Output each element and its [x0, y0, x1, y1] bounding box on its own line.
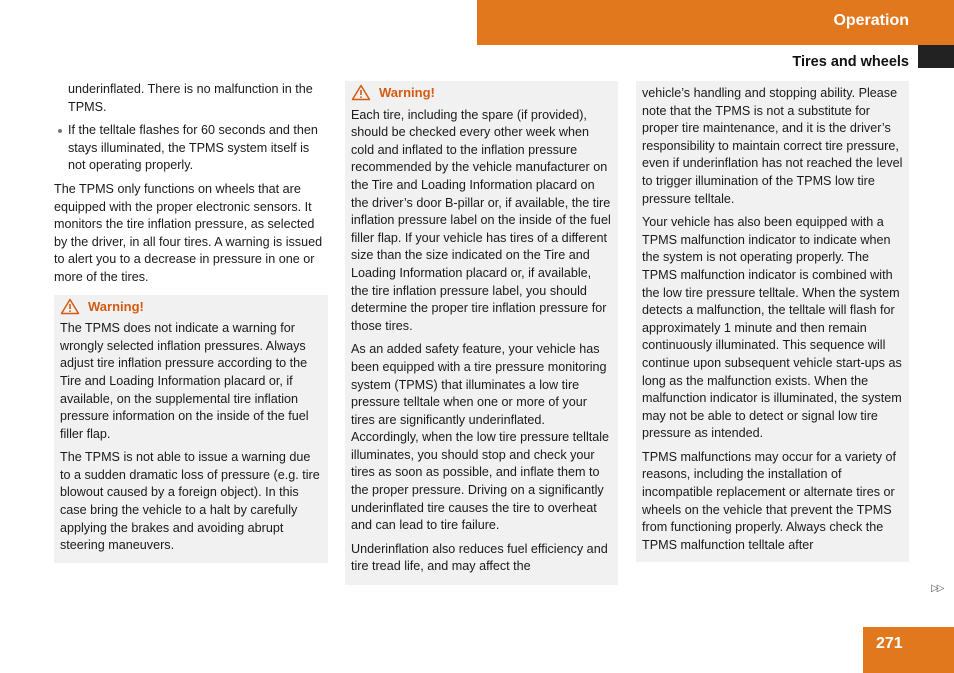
warning-paragraph: vehicle’s handling and stopping ability. Please note that the TPMS is not a substitute for proper tire maintenance, and it is the driver’s responsibility to maintain correct tire pressure, even if underinflation has not reached the level to trigger illumination of the TPMS low tire pressure telltale. [642, 86, 903, 206]
warning-paragraph: Underinflation also reduces fuel efficiency and tire tread life, and may affect the [351, 541, 608, 574]
page-number: 271 [876, 635, 903, 652]
bullet-item: If the telltale flashes for 60 seconds and then stays illuminated, the TPMS system itself is not operating properly. [54, 122, 328, 175]
warning-box [345, 81, 618, 585]
column-1 [54, 81, 328, 563]
warning-triangle-icon [351, 84, 371, 101]
warning-heading [60, 298, 322, 316]
warning-box [54, 295, 328, 563]
column-2 [345, 81, 618, 585]
double-triangle-right-icon: ▷▷ [931, 583, 943, 594]
section-title: Operation [833, 12, 909, 29]
header-bar [477, 0, 954, 45]
warning-paragraph: Each tire, including the spare (if provided), should be checked every other week when cold and inflated to the inflation pressure recommended by the vehicle manufacturer on the Tire and Loading Information placard on the driver’s door B-pillar or, if available, the tire inflation pressure label on the inside of the fuel filler flap. If your vehicle has tires of a different size than the size indicated on the Tire and Loading Information placard or, if available, the tire inflation pressure label, you should determine the proper tire inflation pressure for those tires. [351, 107, 611, 333]
warning-title: Warning! [88, 298, 144, 314]
body-paragraph: The TPMS only functions on wheels that are equipped with the proper electronic sensors. It monitors the tire inflation pressure, as selected by the driver, in all four tires. A warning is issued to alert you to a decrease in pressure in one or more of the tires. [54, 181, 323, 284]
warning-paragraph: As an added safety feature, your vehicle has been equipped with a tire pressure monitoring system (TPMS) that illuminates a low tire pressure telltale when one or more of your tires are significantly underinflated. Accordingly, when the low tire pressure telltale illuminates, you should stop and check your tires as soon as possible, and inflate them to the proper pressure. Driving on a significantly underinflated tire causes the tire to overheat and can lead to tire failure. [351, 342, 610, 533]
subsection-title: Tires and wheels [792, 54, 909, 70]
continued-warning-box [636, 81, 909, 562]
warning-paragraph: TPMS malfunctions may occur for a variety of reasons, including the installation of incompatible replacement or alternate tires or wheels on the vehicle that prevent the TPMS from functioning properly. Always check the TPMS malfunction telltale after [642, 449, 897, 552]
warning-title: Warning! [379, 85, 435, 100]
warning-paragraph: The TPMS does not indicate a warning for wrongly selected inflation pressures. Always adjust tire inflation pressure according to the Tire and Loading Information placard or, if available, on the supplemental tire inflation pressure information on the inside of the fuel filler flap. [60, 321, 309, 441]
warning-heading [351, 84, 612, 102]
continued-text: underinflated. There is no malfunction in the TPMS. [68, 82, 313, 114]
section-tab-marker [918, 45, 954, 68]
column-3 [636, 81, 909, 562]
warning-triangle-icon [60, 298, 80, 315]
warning-paragraph: Your vehicle has also been equipped with a TPMS malfunction indicator to indicate when the system is not operating properly. The TPMS malfunction indicator is combined with the low tire pressure telltale. When the system detects a malfunction, the telltale will flash for approximately 1 minute and then remain continuously illuminated. This sequence will continue upon subsequent vehicle start-ups as long as the malfunction exists. When the malfunction indicator is illuminated, the system may not be able to detect or signal low tire pressure as intended. [642, 215, 902, 441]
warning-paragraph: The TPMS is not able to issue a warning due to a sudden dramatic loss of pressure (e.g. tire blowout caused by a foreign object). In this case bring the vehicle to a halt by carefully applying the brakes and avoiding abrupt steering maneuvers. [60, 450, 320, 553]
page-number-box [863, 627, 954, 673]
